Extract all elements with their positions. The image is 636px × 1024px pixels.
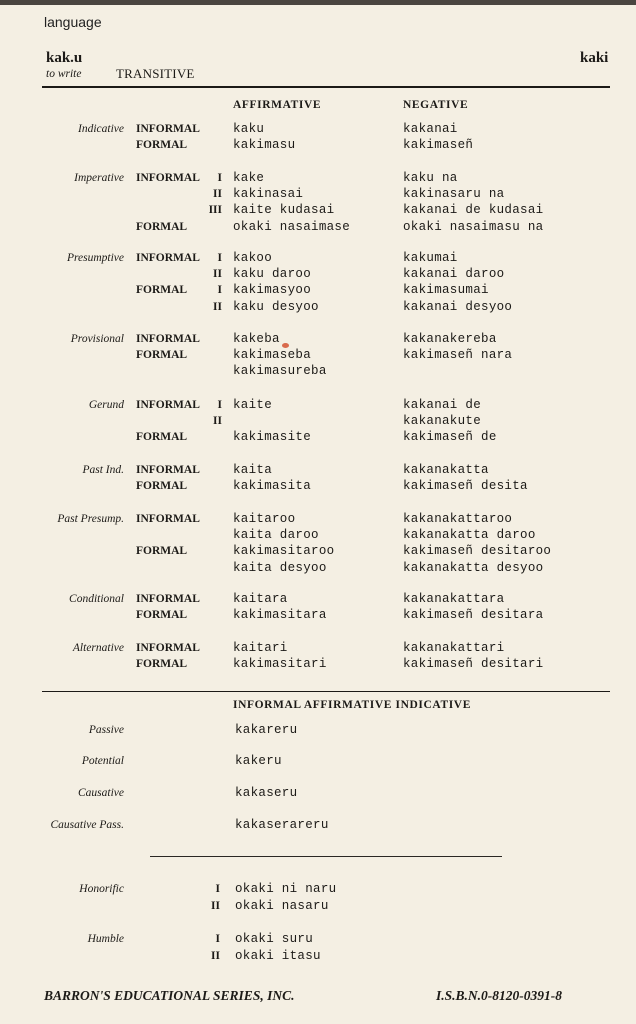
humble-form: okaki itasu <box>235 949 321 963</box>
derived-form: kakaserareru <box>235 818 329 832</box>
affirmative-form: kaku <box>233 122 265 136</box>
derived-form: kakaseru <box>235 786 298 800</box>
register-label: FORMAL <box>136 349 188 362</box>
register-label: FORMAL <box>136 220 188 233</box>
negative-form: kakanakatta daroo <box>403 528 536 543</box>
category-label: Imperative <box>74 172 124 184</box>
affirmative-form: kakimasita <box>233 479 312 494</box>
negative-form: kakanakereba <box>403 332 497 346</box>
short-divider <box>150 856 502 857</box>
affirmative-form: kaitara <box>233 592 288 606</box>
affirmative-form: kaita desyoo <box>233 560 327 575</box>
category-label: Alternative <box>72 642 124 654</box>
register-label: INFORMAL <box>136 333 200 345</box>
register-label: FORMAL <box>136 431 188 444</box>
derived-label: Causative Pass. <box>50 819 124 831</box>
negative-form: kakanakute <box>403 414 482 429</box>
affirmative-form: kakimasyoo <box>233 283 312 298</box>
affirmative-form: kakimasitari <box>233 657 327 672</box>
humble-numeral: I <box>215 933 220 945</box>
affirmative-form: kakimasite <box>233 430 312 445</box>
register-label: INFORMAL <box>136 399 200 411</box>
humble-label: Humble <box>87 933 124 945</box>
affirmative-form: kakimaseba <box>233 348 312 363</box>
register-label: INFORMAL <box>136 513 200 525</box>
publisher: BARRON'S EDUCATIONAL SERIES, INC. <box>44 988 295 1003</box>
category-label: Indicative <box>78 123 124 135</box>
affirmative-form: kaitaroo <box>233 512 296 526</box>
affirmative-form: kaite kudasai <box>233 203 335 218</box>
affirmative-form: kaita daroo <box>233 528 319 543</box>
transitivity: TRANSITIVE <box>116 66 195 81</box>
category-label: Conditional <box>69 593 124 605</box>
humble-form: okaki suru <box>235 932 314 946</box>
negative-form: kakanai daroo <box>403 267 505 282</box>
verb-stem: kaki <box>580 50 609 66</box>
derived-label: Passive <box>88 724 124 736</box>
register-label: INFORMAL <box>136 252 200 264</box>
register-numeral: II <box>213 415 222 428</box>
derived-label: Potential <box>81 755 124 767</box>
category-label: Provisional <box>70 333 124 345</box>
honorific-numeral: II <box>211 900 220 912</box>
section-divider <box>42 691 610 692</box>
negative-form: kakanakattara <box>403 592 505 606</box>
affirmative-form: kake <box>233 171 265 185</box>
negative-form: kakinasaru na <box>403 187 505 202</box>
negative-form: kakanakattaroo <box>403 512 513 526</box>
isbn: I.S.B.N.0-8120-0391-8 <box>436 988 563 1003</box>
derived-heading: INFORMAL AFFIRMATIVE INDICATIVE <box>233 699 471 711</box>
derived-label: Causative <box>78 787 124 799</box>
negative-form: kakanai <box>403 122 458 136</box>
register-numeral: I <box>217 399 222 411</box>
negative-form: kakanakatta <box>403 463 489 477</box>
register-label: INFORMAL <box>136 123 200 135</box>
affirmative-form: kakinasai <box>233 187 304 202</box>
affirmative-form: kakimasitaroo <box>233 544 335 559</box>
register-label: FORMAL <box>136 284 188 297</box>
affirmative-form: okaki nasaimase <box>233 219 351 234</box>
register-label: FORMAL <box>136 545 188 558</box>
register-label: FORMAL <box>136 609 188 622</box>
negative-form: kakumai <box>403 251 458 265</box>
register-label: INFORMAL <box>136 593 200 605</box>
register-numeral: I <box>217 252 222 264</box>
register-label: FORMAL <box>136 480 188 493</box>
register-label: FORMAL <box>136 658 188 671</box>
register-label: FORMAL <box>136 139 188 152</box>
affirmative-form: kakimasitara <box>233 608 327 623</box>
negative-form: okaki nasaimasu na <box>403 219 544 234</box>
column-heading-negative: NEGATIVE <box>403 99 469 111</box>
negative-form: kaku na <box>403 171 458 185</box>
top-edge <box>0 0 636 5</box>
humble-numeral: II <box>211 950 220 962</box>
section-label: language <box>44 14 102 30</box>
honorific-form: okaki ni naru <box>235 882 337 896</box>
affirmative-form: kakeba <box>233 332 280 346</box>
negative-form: kakimaseñ desitara <box>403 608 544 623</box>
category-label: Presumptive <box>66 252 124 264</box>
category-label: Gerund <box>88 399 124 411</box>
negative-form: kakimasumai <box>403 283 489 298</box>
honorific-form: okaki nasaru <box>235 899 329 913</box>
derived-form: kakareru <box>235 723 298 737</box>
register-label: INFORMAL <box>136 642 200 654</box>
affirmative-form: kaitari <box>233 641 288 655</box>
negative-form: kakanakattari <box>403 641 505 655</box>
register-numeral: I <box>217 172 222 184</box>
category-label: Past Ind. <box>82 464 124 476</box>
register-label: INFORMAL <box>136 464 200 476</box>
category-label: Past Presump. <box>57 513 124 525</box>
affirmative-form: kaita <box>233 463 273 477</box>
negative-form: kakimaseñ desitari <box>403 657 544 672</box>
affirmative-form: kakimasureba <box>233 364 327 379</box>
affirmative-form: kaku desyoo <box>233 299 319 314</box>
verb-entry: kak.u <box>46 50 83 66</box>
derived-form: kakeru <box>235 754 282 768</box>
negative-form: kakimaseñ desita <box>403 479 528 494</box>
affirmative-form: kaku daroo <box>233 267 312 282</box>
column-heading-affirmative: AFFIRMATIVE <box>233 99 322 111</box>
register-numeral: III <box>208 204 222 217</box>
register-numeral: II <box>213 188 222 201</box>
affirmative-form: kakimasu <box>233 138 296 153</box>
negative-form: kakanai de <box>403 398 482 412</box>
affirmative-form: kakoo <box>233 251 273 265</box>
negative-form: kakimaseñ <box>403 138 474 153</box>
honorific-numeral: I <box>215 883 220 895</box>
register-numeral: II <box>213 268 222 281</box>
honorific-label: Honorific <box>79 883 124 895</box>
header-rule <box>42 86 610 88</box>
register-label: INFORMAL <box>136 172 200 184</box>
negative-form: kakanakatta desyoo <box>403 560 544 575</box>
negative-form: kakimaseñ desitaroo <box>403 544 552 559</box>
negative-form: kakimaseñ de <box>403 430 497 445</box>
affirmative-form: kaite <box>233 398 273 412</box>
register-numeral: I <box>217 284 222 297</box>
ink-mark <box>282 343 289 348</box>
register-numeral: II <box>213 300 222 313</box>
verb-meaning: to write <box>46 68 82 80</box>
negative-form: kakimaseñ nara <box>403 348 513 363</box>
negative-form: kakanai desyoo <box>403 299 513 314</box>
negative-form: kakanai de kudasai <box>403 203 544 218</box>
